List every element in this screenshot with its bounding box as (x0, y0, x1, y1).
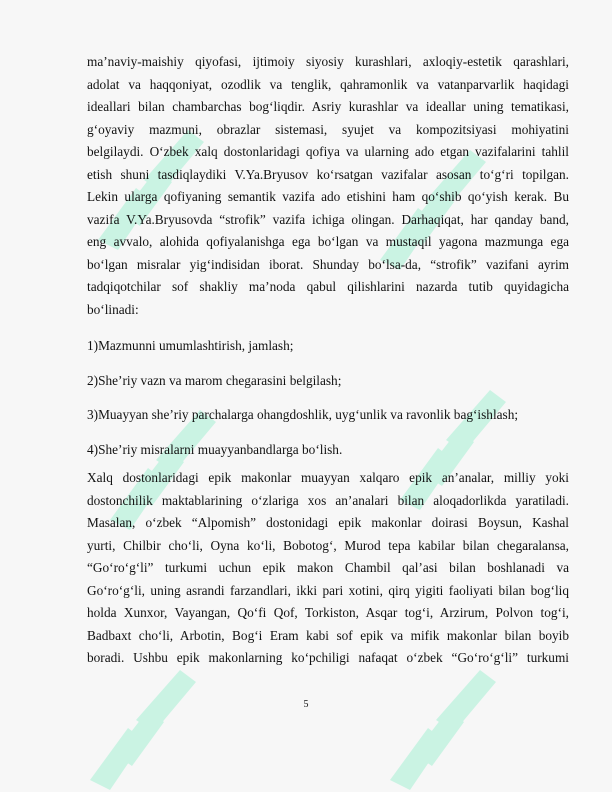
list-item: 3)Muayyan she’riy parchalarga ohangdoshlik, uyg‘unlik va ravonlik bag‘ishlash; (87, 407, 519, 422)
text-line: tadqiqotchilar sof shakliy ma’noda qabul qilishlarini nazarda tutib quyidagicha (87, 279, 569, 294)
text-line: etish shuni tasdiqlaydiki V.Ya.Bryusov ko‘rsatgan vazifalar asosan to‘g‘ri topilgan. (87, 166, 569, 182)
list-item: 4)She’riy misralarni muayyanbandlarga bo‘lish. (87, 441, 343, 457)
page-number: 5 (303, 699, 309, 710)
text-line: bo‘lgan misralar yig‘indisidan iborat. Shunday bo‘lsa-da, “strofik” vazifani ayrim (87, 256, 569, 272)
list-item: 1)Mazmunni umumlashtirish, jamlash; (87, 338, 294, 353)
text-line: Xalq dostonlaridagi epik makonlar muayyan xalqaro epik an’analar, milliy yoki (87, 470, 569, 485)
text-line: ideallari bilan chambarchas bog‘liqdir. Asriy kurashlar va ideallar uning tematikasi, (87, 99, 569, 114)
rhyme-functions-list (87, 329, 569, 467)
body-text (87, 51, 569, 670)
text-line: yurti, Chilbir cho‘li, Oyna ko‘li, Bobotog‘, Murod tepa kabilar bilan chegaralansa, (87, 537, 569, 553)
text-line: Lekin ularga qofiyaning semantik vazifa ado etishini ham qo‘shib qo‘yish kerak. Bu (87, 189, 569, 204)
text-line: boradi. Ushbu epik makonlarning ko‘pchiligi nafaqat o‘zbek “Go‘ro‘g‘li” turkumi (87, 650, 569, 665)
text-line: vazifa V.Ya.Bryusovda “strofik” vazifa ichiga olingan. Darhaqiqat, har qanday band, (87, 211, 569, 227)
text-line: g‘oyaviy mazmuni, obrazlar sistemasi, syujet va kompozitsiyasi mohiyatini (87, 121, 569, 137)
text-line: eng avvalo, alohida qofiyalanishga ega bo‘lgan va mustaqil yagona mazmunga ega (87, 234, 569, 249)
list-item: 2)She’riy vazn va marom chegarasini belgilash; (87, 372, 342, 388)
paragraph-1 (87, 51, 569, 321)
text-line: Go‘ro‘g‘li, uning asrandi farzandlari, ikki pari xotini, qirq yigiti faoliyati bilan bog‘liq (87, 582, 569, 598)
paragraph-2 (87, 467, 569, 670)
text-line: holda Xunxor, Vayangan, Qo‘fi Qof, Torkiston, Asqar tog‘i, Arzirum, Polvon tog‘i, (87, 605, 569, 620)
text-line: dostonchilik maktablarining o‘zlariga xos an’analari bilan aloqadorlikda yaratiladi. (87, 492, 569, 508)
text-line: adolat va haqqoniyat, ozodlik va tenglik, qahramonlik va vatanparvarlik haqidagi (87, 76, 569, 92)
text-line: “Go‘ro‘g‘li” turkumi uchun epik makon Chambil qal’asi bilan boshlanadi va (87, 560, 569, 575)
text-line: Badbaxt cho‘li, Arbotin, Bog‘i Eram kabi sof epik va mifik makonlar bilan boyib (87, 627, 569, 643)
text-line: ma’naviy-maishiy qiyofasi, ijtimoiy siyosiy kurashlari, axloqiy-estetik qarashlari, (87, 54, 569, 69)
text-line: Masalan, o‘zbek “Alpomish” dostonidagi epik makonlar doirasi Boysun, Kashal (87, 515, 569, 530)
text-line: belgilaydi. O‘zbek xalq dostonlaridagi qofiya va ularning ado etgan vazifalarini tahlil (87, 144, 569, 159)
text-line: bo‘linadi: (87, 301, 139, 317)
